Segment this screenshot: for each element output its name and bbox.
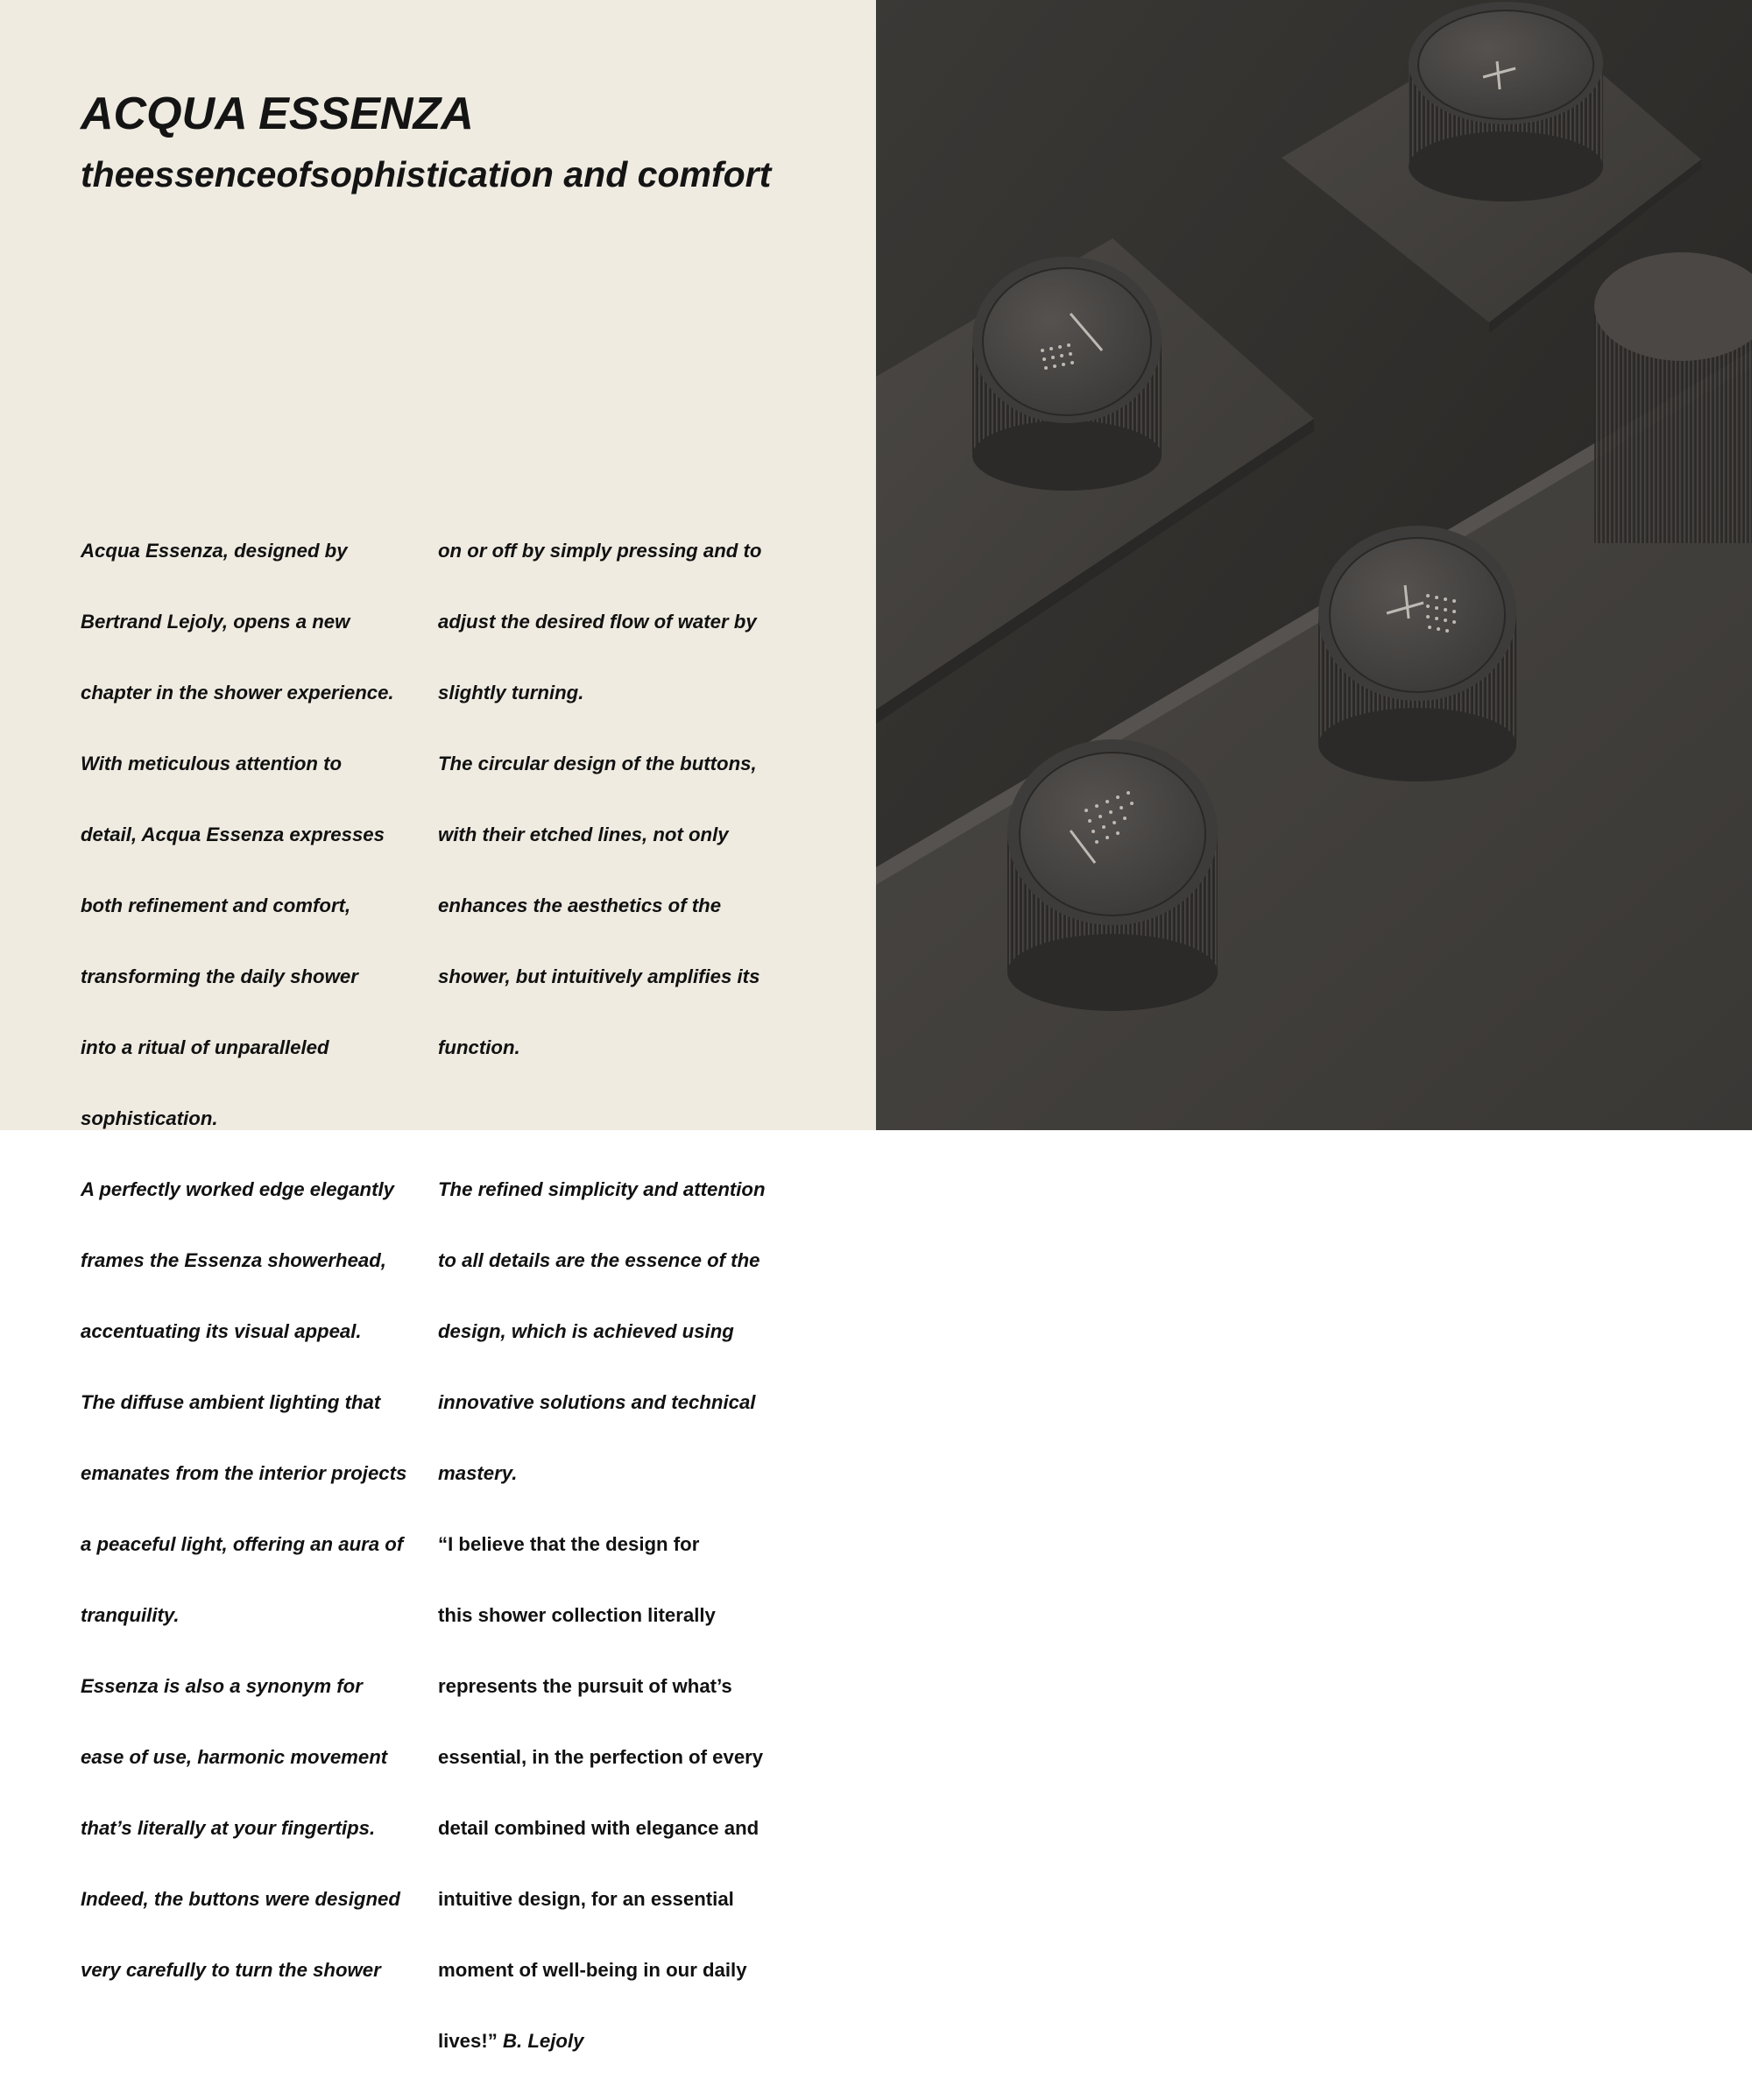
body-line: Essenza is also a synonym for [81,1675,363,1697]
quote-author: B. Lejoly [503,2030,584,2052]
body-line: emanates from the interior projects [81,1462,407,1484]
body-line: mastery. [438,1462,518,1484]
body-line: both refinement and comfort, [81,894,351,916]
body-line: a peaceful light, offering an aura of [81,1533,404,1555]
page-bottom-edge [0,1130,1752,1134]
body-line: detail, Acqua Essenza expresses [81,824,385,845]
body-line: design, which is achieved using [438,1320,734,1342]
cylinder-control [1594,252,1752,543]
quote-line: “I believe that the design for [438,1533,700,1555]
body-line: transforming the daily shower [81,965,358,987]
body-line: Bertrand Lejoly, opens a new [81,611,350,633]
body-line: shower, but intuitively amplifies its [438,965,760,987]
body-line: enhances the aesthetics of the [438,894,722,916]
quote-end: lives!” [438,2030,498,2052]
knob-top [1409,2,1603,202]
body-line: sophistication. [81,1107,218,1129]
body-line: Indeed, the buttons were designed [81,1888,400,1910]
body-line: The refined simplicity and attention [438,1178,766,1200]
body-line: with their etched lines, not only [438,824,729,845]
body-column-1 [81,491,406,2029]
body-line: on or off by simply pressing and to [438,540,762,562]
page-title: ACQUA ESSENZA [81,88,474,139]
body-line: into a ritual of unparalleled [81,1036,329,1058]
body-line: A perfectly worked edge elegantly [81,1178,394,1200]
quote-line: intuitive design, for an essential [438,1888,734,1910]
quote-line: this shower collection literally [438,1604,716,1626]
body-line: tranquility. [81,1604,180,1626]
body-line: The circular design of the buttons, [438,753,757,774]
body-line: adjust the desired flow of water by [438,611,757,633]
quote-last-line [438,2029,766,2053]
body-column-2 [438,491,766,2100]
body-line: innovative solutions and technical [438,1391,756,1413]
body-line: that’s literally at your fingertips. [81,1817,376,1839]
knob-hand-shower [1007,739,1218,1011]
body-line: accentuating its visual appeal. [81,1320,362,1342]
text-page [0,0,876,2052]
body-line: to all details are the essence of the [438,1249,760,1271]
quote-line: essential, in the perfection of every [438,1746,764,1768]
body-line: function. [438,1036,520,1058]
quote-line: represents the pursuit of what’s [438,1675,732,1697]
product-photo [876,0,1752,1130]
body-line: ease of use, harmonic movement [81,1746,388,1768]
quote-line: moment of well-being in our daily [438,1959,747,1981]
page-subtitle: theessenceofsophistication and comfort [81,154,772,194]
quote-line: detail combined with elegance and [438,1817,759,1839]
body-line [438,1107,766,1130]
body-line: very carefully to turn the shower [81,1959,381,1981]
body-line: slightly turning. [438,682,584,704]
knob-mixer [1318,526,1516,781]
body-line: Acqua Essenza, designed by [81,540,348,562]
knob-shower-head [972,257,1162,491]
body-line: chapter in the shower experience. [81,682,394,704]
body-line: The diffuse ambient lighting that [81,1391,381,1413]
body-line: With meticulous attention to [81,753,343,774]
body-line: frames the Essenza showerhead, [81,1249,386,1271]
